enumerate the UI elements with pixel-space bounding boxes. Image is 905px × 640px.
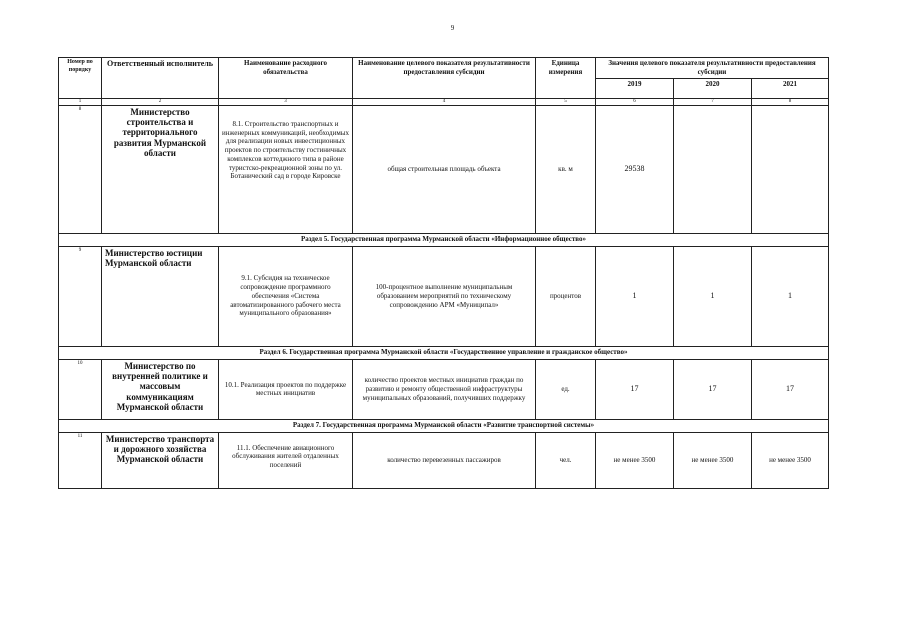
unit-of-measure: чел. xyxy=(536,432,596,488)
expense-obligation: 11.1. Обеспечение авиационного обслуживания жителей отдаленных поселений xyxy=(219,432,353,488)
column-number: 2 xyxy=(102,98,219,105)
expense-obligation: 9.1. Субсидия на техническое сопровождение программного обеспечения «Система автоматизированного рабочего места муниципального образования» xyxy=(219,246,353,346)
responsible-executor: Министерство транспорта и дорожного хозяйства Мурманской области xyxy=(102,432,219,488)
header-col-expense: Наименование расходного обязательства xyxy=(219,58,353,99)
subsidy-indicators-table xyxy=(58,57,829,489)
value-2020: 17 xyxy=(674,359,752,419)
table-row xyxy=(59,432,829,488)
responsible-executor: Министерство юстиции Мурманской области xyxy=(102,246,219,346)
column-number: 1 xyxy=(59,98,102,105)
header-year-2020: 2020 xyxy=(674,78,752,98)
value-2021: 1 xyxy=(752,246,829,346)
section-header xyxy=(59,419,829,432)
value-2019: 17 xyxy=(596,359,674,419)
header-row xyxy=(59,58,829,79)
value-2021: не менее 3500 xyxy=(752,432,829,488)
value-2019: 29538 xyxy=(596,105,674,233)
target-indicator: общая строительная площадь объекта xyxy=(353,105,536,233)
value-2019: 1 xyxy=(596,246,674,346)
row-number: 11 xyxy=(59,432,102,488)
row-number: 10 xyxy=(59,359,102,419)
unit-of-measure: процентов xyxy=(536,246,596,346)
value-2021: 17 xyxy=(752,359,829,419)
section-header xyxy=(59,346,829,359)
column-number: 8 xyxy=(752,98,829,105)
table-row xyxy=(59,105,829,233)
responsible-executor: Министерство по внутренней политике и массовым коммуникациям Мурманской области xyxy=(102,359,219,419)
responsible-executor: Министерство строительства и территориального развития Мурманской области xyxy=(102,105,219,233)
table-row xyxy=(59,359,829,419)
value-2020: 1 xyxy=(674,246,752,346)
row-number: 8 xyxy=(59,105,102,233)
column-number: 3 xyxy=(219,98,353,105)
target-indicator: количество проектов местных инициатив граждан по развитию и ремонту общественной инфраструктуры муниципальных образований, получивших поддержку xyxy=(353,359,536,419)
header-col-responsible: Ответственный исполнитель xyxy=(102,58,219,99)
target-indicator: количество перевезенных пассажиров xyxy=(353,432,536,488)
row-number: 9 xyxy=(59,246,102,346)
column-number: 5 xyxy=(536,98,596,105)
column-number-row xyxy=(59,98,829,105)
expense-obligation: 10.1. Реализация проектов по поддержке местных инициатив xyxy=(219,359,353,419)
column-number: 6 xyxy=(596,98,674,105)
value-2019: не менее 3500 xyxy=(596,432,674,488)
header-col-unit: Единица измерения xyxy=(536,58,596,99)
column-number: 7 xyxy=(674,98,752,105)
header-col-values: Значения целевого показателя результативности предоставления субсидии xyxy=(596,58,829,79)
unit-of-measure: кв. м xyxy=(536,105,596,233)
header-col-no: Номер по порядку xyxy=(59,58,102,99)
value-2020: не менее 3500 xyxy=(674,432,752,488)
unit-of-measure: ед. xyxy=(536,359,596,419)
value-2021 xyxy=(752,105,829,233)
header-col-indicator: Наименование целевого показателя результативности предоставления субсидии xyxy=(353,58,536,99)
section-6-title: Раздел 6. Государственная программа Мурманской области «Государственное управление и гражданское общество» xyxy=(59,346,829,359)
column-number: 4 xyxy=(353,98,536,105)
section-header xyxy=(59,233,829,246)
page-number: 9 xyxy=(450,24,455,32)
header-year-2019: 2019 xyxy=(596,78,674,98)
header-year-2021: 2021 xyxy=(752,78,829,98)
table-row xyxy=(59,246,829,346)
section-7-title: Раздел 7. Государственная программа Мурманской области «Развитие транспортной системы» xyxy=(59,419,829,432)
value-2020 xyxy=(674,105,752,233)
target-indicator: 100-процентное выполнение муниципальным образованием мероприятий по техническому сопровождению АРМ «Муниципал» xyxy=(353,246,536,346)
expense-obligation: 8.1. Строительство транспортных и инженерных коммуникаций, необходимых для реализации новых инвестиционных проектов по строительству гостиничных комплексов коттеджного типа в районе туристско-рекреационной зоны по ул. Ботанический сад в городе Кировске xyxy=(219,105,353,233)
section-5-title: Раздел 5. Государственная программа Мурманской области «Информационное общество» xyxy=(59,233,829,246)
